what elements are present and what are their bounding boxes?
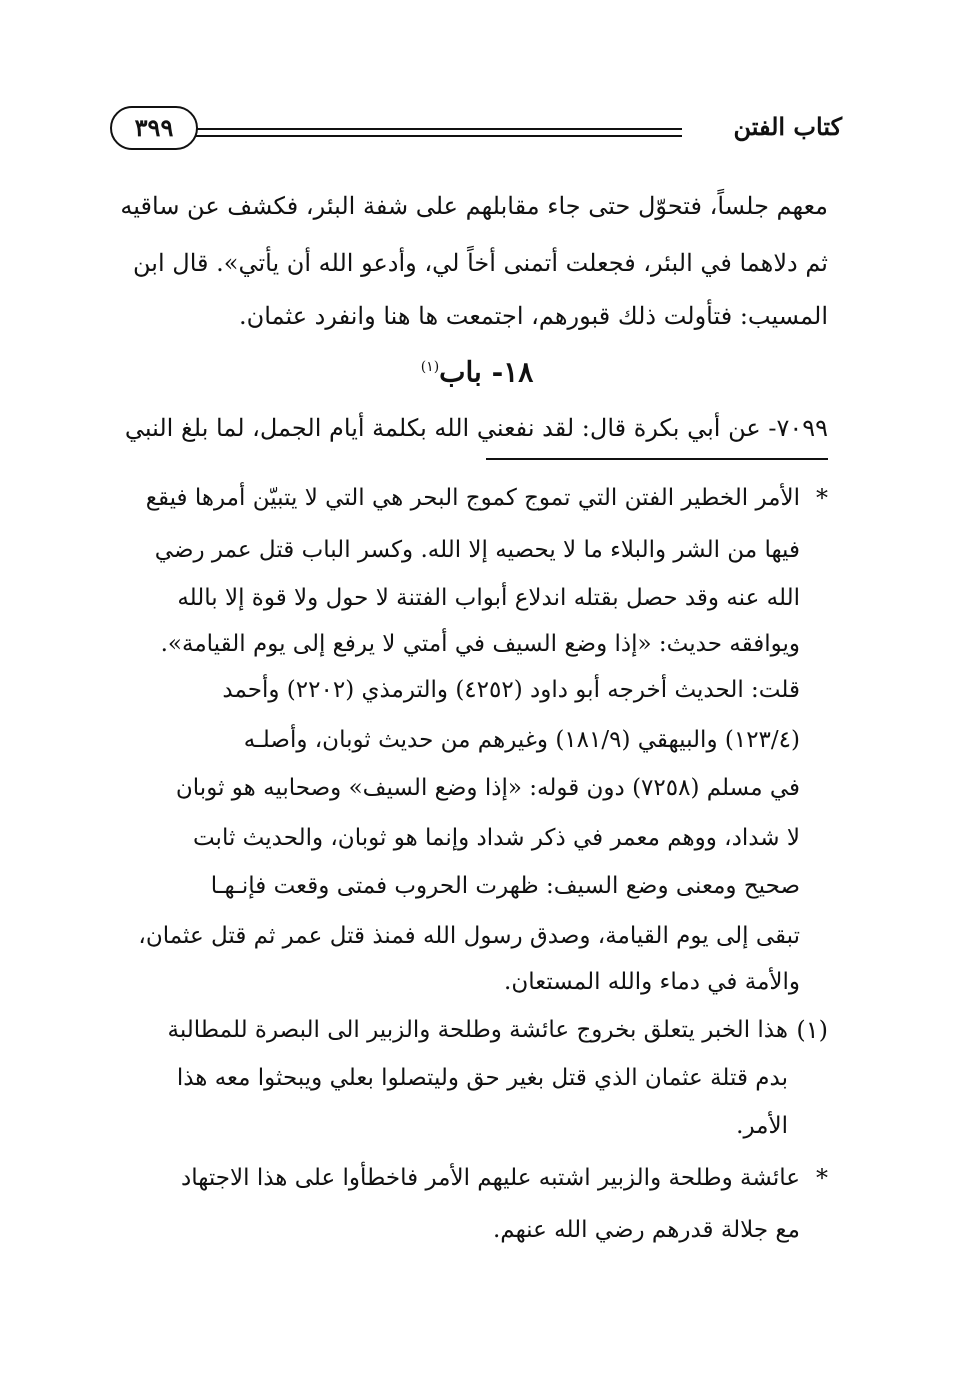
section-heading: [0, 347, 954, 392]
footnote-line: الأمر الخطير الفتن التي تموج كموج البحر هي التي لا يتبيّن أمرها فيقع: [145, 485, 800, 511]
asterisk-marker: *: [816, 1164, 828, 1192]
footnote-reference: (١): [420, 359, 440, 375]
footnote-line: بدم قتلة عثمان الذي قتل بغير حق وليتصلوا بعلي ويبحثوا معه هذا: [176, 1065, 788, 1091]
footnote-line: (١٢٣/٤) والبيهقي (١٨١/٩) وغيرهم من حديث ثوبان، وأصلـه: [243, 727, 800, 753]
asterisk-marker: *: [816, 484, 828, 512]
footnote-line: الأمر.: [736, 1113, 788, 1139]
header-rule: [196, 128, 682, 137]
main-line-3: المسيب: فتأولت ذلك قبورهم، اجتمعت ها هنا وانفرد عثمان.: [239, 302, 828, 330]
footnote-line: فيها من الشر والبلاء ما لا يحصيه إلا الله. وكسر الباب قتل عمر رضي: [154, 537, 800, 563]
footnote-line: هذا الخبر يتعلق بخروج عائشة وطلحة والزبير الى البصرة للمطالبة: [167, 1017, 788, 1043]
page-number-badge: ٣٩٩: [110, 106, 198, 150]
footnote-line: الله عنه وقد حصل بقتله اندلاع أبواب الفتنة لا حول ولا قوة إلا بالله: [177, 585, 800, 611]
footnote-line: صحيح ومعنى وضع السيف: ظهرت الحروب فمتى وقعت فإنـهـا: [210, 873, 800, 899]
footnote-number: (١): [796, 1016, 828, 1044]
footnote-line: مع جلالة قدرهم رضي الله عنهم.: [492, 1217, 800, 1243]
main-line-2: ثم دلاهما في البئر، فجعلت أتمنى أخاً لي، وأدعو الله أن يأتي». قال ابن: [133, 249, 828, 277]
book-title: كتاب الفتن: [733, 112, 842, 141]
hadith-line: ٧٠٩٩- عن أبي بكرة قال: لقد نفعني الله بكلمة أيام الجمل، لما بلغ النبي: [124, 414, 828, 442]
footnote-line: والأمة في دماء والله المستعان.: [504, 969, 800, 995]
footnote-line: تبقى إلى يوم القيامة، وصدق رسول الله فمنذ قتل عمر ثم قتل عثمان،: [138, 923, 800, 949]
page-header: [110, 98, 842, 162]
footnote-line: عائشة وطلحة والزبير اشتبه عليهم الأمر فاخطأوا على هذا الاجتهاد: [180, 1165, 800, 1191]
footnote-line: لا شداد، ووهم معمر في ذكر شداد وإنما هو ثوبان، والحديث ثابت: [192, 825, 800, 851]
section-heading-text: ١٨- باب: [439, 355, 534, 389]
footnote-line: ويوافقه حديث: «إذا وضع السيف في أمتي لا يرفع إلى يوم القيامة».: [160, 631, 800, 657]
footnote-line: في مسلم (٧٢٥٨) دون قوله: «إذا وضع السيف» وصحابيه هو ثوبان: [175, 775, 800, 801]
footnote-line: قلت: الحديث أخرجه أبو داود (٤٢٥٢) والترمذي (٢٢٠٢) وأحمد: [222, 677, 800, 703]
footnote-separator: [486, 458, 828, 460]
main-line-1: معهم جلساً، فتحوّل حتى جاء مقابلهم على شفة البئر، فكشف عن ساقيه: [120, 192, 828, 220]
